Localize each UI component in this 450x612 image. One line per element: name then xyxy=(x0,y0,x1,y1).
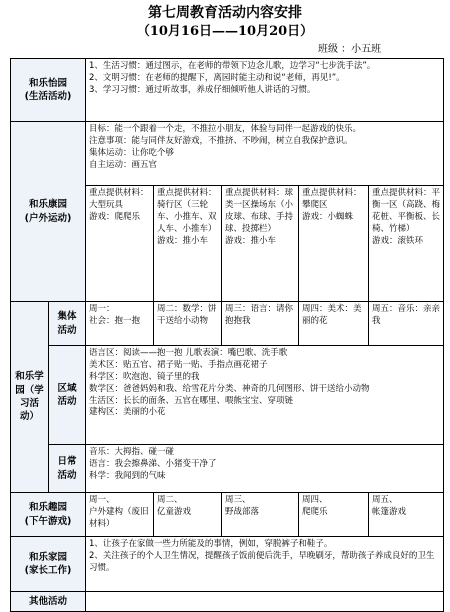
area-building: 建构区：美丽的小花 xyxy=(89,407,166,418)
sub-label-collective: 集体 活动 xyxy=(49,302,86,346)
area-life: 生活区：长长的面条、五官在哪里、喂熊宝宝、穿项链 xyxy=(89,395,294,406)
jiayuan-content xyxy=(86,537,444,592)
row-label-other: 其他活动 xyxy=(11,592,86,612)
row-other xyxy=(11,592,444,612)
row-xueyuan-area xyxy=(11,346,444,445)
jiayuan-line-1: 1、让孩子在家做一些力所能及的事情，例如，穿脱裤子和鞋子。 xyxy=(89,539,333,549)
quyuan-fri: 周五、 帐篷游戏 xyxy=(369,493,444,537)
quyuan-thu: 周四、 爬爬乐 xyxy=(299,493,369,537)
area-art: 美术区：贴五官、裙子贴一贴、手指点画花裙子 xyxy=(89,359,268,370)
daily-music: 音乐：大拇指、碰一碰 xyxy=(89,447,175,457)
schedule-table xyxy=(10,58,444,612)
kangyuan-thu: 重点提供材料：攀爬区 游戏：小蜘蛛 xyxy=(299,186,369,302)
area-math: 数学区：爸爸妈妈和我、给雪花片分类、神奇的几何图形、饼干送给小动物 xyxy=(89,383,370,394)
area-language: 语言区：阅读——抱一抱 儿歌表演：嘴巴歌、洗手歌 xyxy=(89,348,288,358)
kangyuan-collective: 集体运动：让你吃个够 xyxy=(89,147,175,158)
area-science: 科学区：吹泡泡、镜子里的我 xyxy=(89,371,200,382)
kangyuan-mon: 重点提供材料：大型玩具 游戏：爬爬乐 xyxy=(86,186,154,302)
kangyuan-wed: 重点提供材料：球类一区操场东（小皮球、布球、手持球、投掷栏） 游戏：推小车 xyxy=(222,186,299,302)
row-label-xueyuan: 和乐学园（学习活动） xyxy=(11,302,49,493)
quyuan-wed: 周三、 野战部落 xyxy=(222,493,299,537)
yiyuan-content xyxy=(86,59,444,122)
collective-tue: 周二：数学：饼干送给小动物 xyxy=(154,302,222,346)
jiayuan-line-2: 2、关注孩子的个人卫生情况，提醒孩子饭前便后洗手，早晚刷牙，帮助孩子养成良好的卫生习惯。 xyxy=(89,550,435,573)
kangyuan-notes: 注意事项：能与同伴友好游戏，不推挤、不吵闹，树立自我保护意识。 xyxy=(89,135,353,146)
other-content xyxy=(86,592,444,612)
row-jiayuan xyxy=(11,537,444,592)
daily-content xyxy=(86,445,444,493)
quyuan-tue: 周二、 亿童游戏 xyxy=(154,493,222,537)
row-label-kangyuan: 和乐康园 (户外运动) xyxy=(11,122,86,302)
row-label-jiayuan: 和乐家园 (家长工作) xyxy=(11,537,86,592)
collective-thu: 周四：美术：美丽的花 xyxy=(299,302,369,346)
row-quyuan xyxy=(11,493,444,537)
date-range: （10月16日——10月20日） xyxy=(136,24,314,39)
kangyuan-tue: 重点提供材料：骑行区（三轮车、小推车、双人车、小推车） 游戏：推小车 xyxy=(154,186,222,302)
quyuan-mon: 周一、 户外建构（废旧材料） xyxy=(86,493,154,537)
daily-language: 语言：我会擦鼻涕、小猪变干净了 xyxy=(89,458,217,469)
kangyuan-fri: 重点提供材料：平衡一区（高跷、梅花桩、平衡板、长椅、竹梯） 游戏：滚铁环 xyxy=(369,186,444,302)
daily-science: 科学：我闻到的气味 xyxy=(89,470,166,481)
yiyuan-line-2: 2、文明习惯：在老师的提醒下，离园时能主动和说“老师，再见!”。 xyxy=(89,72,345,83)
collective-mon: 周一： 社会：抱一抱 xyxy=(86,302,154,346)
kangyuan-goals xyxy=(86,122,444,186)
page-title: 第七周教育活动内容安排 xyxy=(148,5,302,21)
sub-label-daily: 日常 活动 xyxy=(49,445,86,493)
row-label-yiyuan: 和乐怡园 (生活活动) xyxy=(11,59,86,122)
yiyuan-line-3: 3、学习习惯：通过听故事，养成仔细倾听他人讲话的习惯。 xyxy=(89,84,316,95)
row-label-quyuan: 和乐趣园 (下午游戏) xyxy=(11,493,86,537)
row-yiyuan xyxy=(11,59,444,122)
kangyuan-free: 自主运动：画五官 xyxy=(89,159,158,170)
row-kangyuan-goals xyxy=(11,122,444,186)
collective-wed: 周三：语言：请你抱抱我 xyxy=(222,302,299,346)
row-xueyuan-daily xyxy=(11,445,444,493)
yiyuan-line-1: 1、生活习惯：通过图示，在老师的带领下边念儿歌，边学习“七步洗手法”。 xyxy=(89,61,376,71)
area-content xyxy=(86,346,444,445)
collective-fri: 周五：音乐：亲亲我 xyxy=(369,302,444,346)
class-label: 班级 ：小五班 xyxy=(318,44,382,55)
sub-label-area: 区域 活动 xyxy=(49,346,86,445)
kangyuan-goal: 目标：能一个跟着一个走，不推拉小朋友，体验与同伴一起游戏的快乐。 xyxy=(89,124,362,134)
row-xueyuan-collective xyxy=(11,302,444,346)
